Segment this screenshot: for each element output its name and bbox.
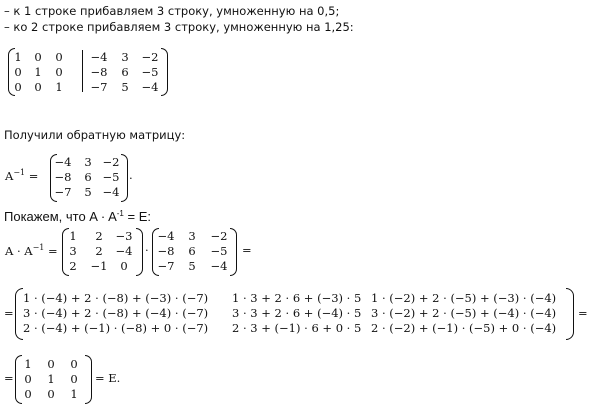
got-inverse-heading: Получили обратную матрицу: [4, 128, 186, 142]
expanded-cell: 3 · (−4) + 2 · (−8) + (−4) · (−7) [23, 306, 209, 320]
aug-left-cell: 0 [34, 80, 42, 94]
matrix-a-cell: 2 [95, 229, 103, 243]
aug-right-cell: −5 [141, 65, 159, 79]
expanded-cell: 3 · 3 + 2 · 6 + (−4) · 5 [232, 306, 362, 320]
instruction-line-1: – к 1 строке прибавляем 3 строку, умноженную на 0,5; [4, 4, 340, 18]
show-tail: = E: [123, 209, 151, 224]
identity-cell: 0 [47, 387, 55, 401]
inverse-cell: 6 [84, 170, 92, 184]
matrix-a-cell: 0 [120, 259, 128, 273]
period: . [129, 168, 133, 182]
aug-right-cell: 3 [121, 50, 129, 64]
matrix-a-cell: −3 [115, 229, 133, 243]
identity-cell: 1 [24, 357, 32, 371]
identity-cell: 1 [70, 387, 78, 401]
aug-left-cell: 1 [55, 80, 63, 94]
expanded-cell: 1 · (−4) + 2 · (−8) + (−3) · (−7) [23, 291, 209, 305]
left-paren [15, 288, 23, 340]
expanded-cell: 1 · 3 + 2 · 6 + (−3) · 5 [232, 291, 362, 305]
aug-right-cell: 6 [121, 65, 129, 79]
matrix-a-cell: −1 [90, 259, 108, 273]
inverse-cell: −2 [102, 155, 120, 169]
identity-cell: 0 [70, 372, 78, 386]
instruction-line-2: – ко 2 строке прибавляем 3 строку, умноженную на 1,25: [4, 20, 354, 34]
expanded-cell: 3 · (−2) + 2 · (−5) + (−4) · (−4) [371, 306, 557, 320]
matrix-a-cell: 3 [69, 244, 77, 258]
aug-right-cell: −4 [141, 80, 159, 94]
inverse-cell: 3 [188, 229, 196, 243]
identity-cell: 0 [24, 372, 32, 386]
identity-cell: 1 [47, 372, 55, 386]
identity-cell: 0 [47, 357, 55, 371]
equals-sign: = [4, 306, 14, 320]
matrix-a-cell: −4 [115, 244, 133, 258]
inverse-cell: −4 [54, 155, 72, 169]
inverse-cell: 5 [188, 259, 196, 273]
inverse-cell: −5 [210, 244, 228, 258]
inverse-exponent: −1 [13, 168, 26, 177]
inverse-cell: −2 [210, 229, 228, 243]
aug-left-cell: 1 [14, 50, 22, 64]
inverse-cell: −4 [102, 185, 120, 199]
expanded-cell: 2 · 3 + (−1) · 6 + 0 · 5 [232, 321, 362, 335]
augment-divider [82, 50, 83, 92]
inverse-cell: −5 [102, 170, 120, 184]
final-equals-e: = E. [95, 371, 121, 385]
inverse-cell: −8 [54, 170, 72, 184]
aug-right-cell: −4 [90, 50, 108, 64]
matrix-a-cell: 2 [95, 244, 103, 258]
product-exponent: −1 [32, 243, 45, 252]
aug-right-cell: −7 [90, 80, 108, 94]
aug-right-cell: 5 [121, 80, 129, 94]
right-paren [136, 228, 143, 276]
inverse-lhs [5, 168, 38, 183]
inverse-cell: 3 [84, 155, 92, 169]
inverse-cell: 6 [188, 244, 196, 258]
equals-sign: = [242, 243, 252, 257]
right-paren [566, 288, 574, 340]
show-statement [4, 209, 151, 224]
equals-sign: = [578, 306, 588, 320]
multiply-dot: · [145, 243, 149, 257]
inverse-cell: −7 [54, 185, 72, 199]
show-text: Покажем, что A · A [4, 209, 117, 224]
identity-cell: 0 [24, 387, 32, 401]
equals-sign: = [48, 244, 58, 258]
aug-left-cell: 1 [34, 65, 42, 79]
matrix-a-cell: 2 [69, 259, 77, 273]
aug-right-cell: −8 [90, 65, 108, 79]
inverse-cell: −4 [210, 259, 228, 273]
aug-left-cell: 0 [14, 80, 22, 94]
aug-left-cell: 0 [14, 65, 22, 79]
inverse-cell: −7 [157, 259, 175, 273]
aug-left-cell: 0 [34, 50, 42, 64]
equals-sign: = [28, 169, 39, 183]
inverse-cell: 5 [84, 185, 92, 199]
inverse-cell: −8 [157, 244, 175, 258]
equals-sign: = [4, 371, 14, 385]
product-symbol: A · A [5, 244, 33, 258]
symbol-a: A [5, 169, 14, 183]
aug-right-cell: −2 [141, 50, 159, 64]
expanded-cell: 2 · (−4) + (−1) · (−8) + 0 · (−7) [23, 321, 209, 335]
expanded-cell: 2 · (−2) + (−1) · (−5) + 0 · (−4) [371, 321, 557, 335]
inverse-cell: −4 [157, 229, 175, 243]
aug-left-cell: 0 [55, 65, 63, 79]
product-lhs [5, 243, 58, 258]
identity-cell: 0 [70, 357, 78, 371]
matrix-a-cell: 1 [69, 229, 77, 243]
show-exponent: -1 [116, 209, 124, 218]
expanded-cell: 1 · (−2) + 2 · (−5) + (−3) · (−4) [371, 291, 557, 305]
aug-left-cell: 0 [55, 50, 63, 64]
